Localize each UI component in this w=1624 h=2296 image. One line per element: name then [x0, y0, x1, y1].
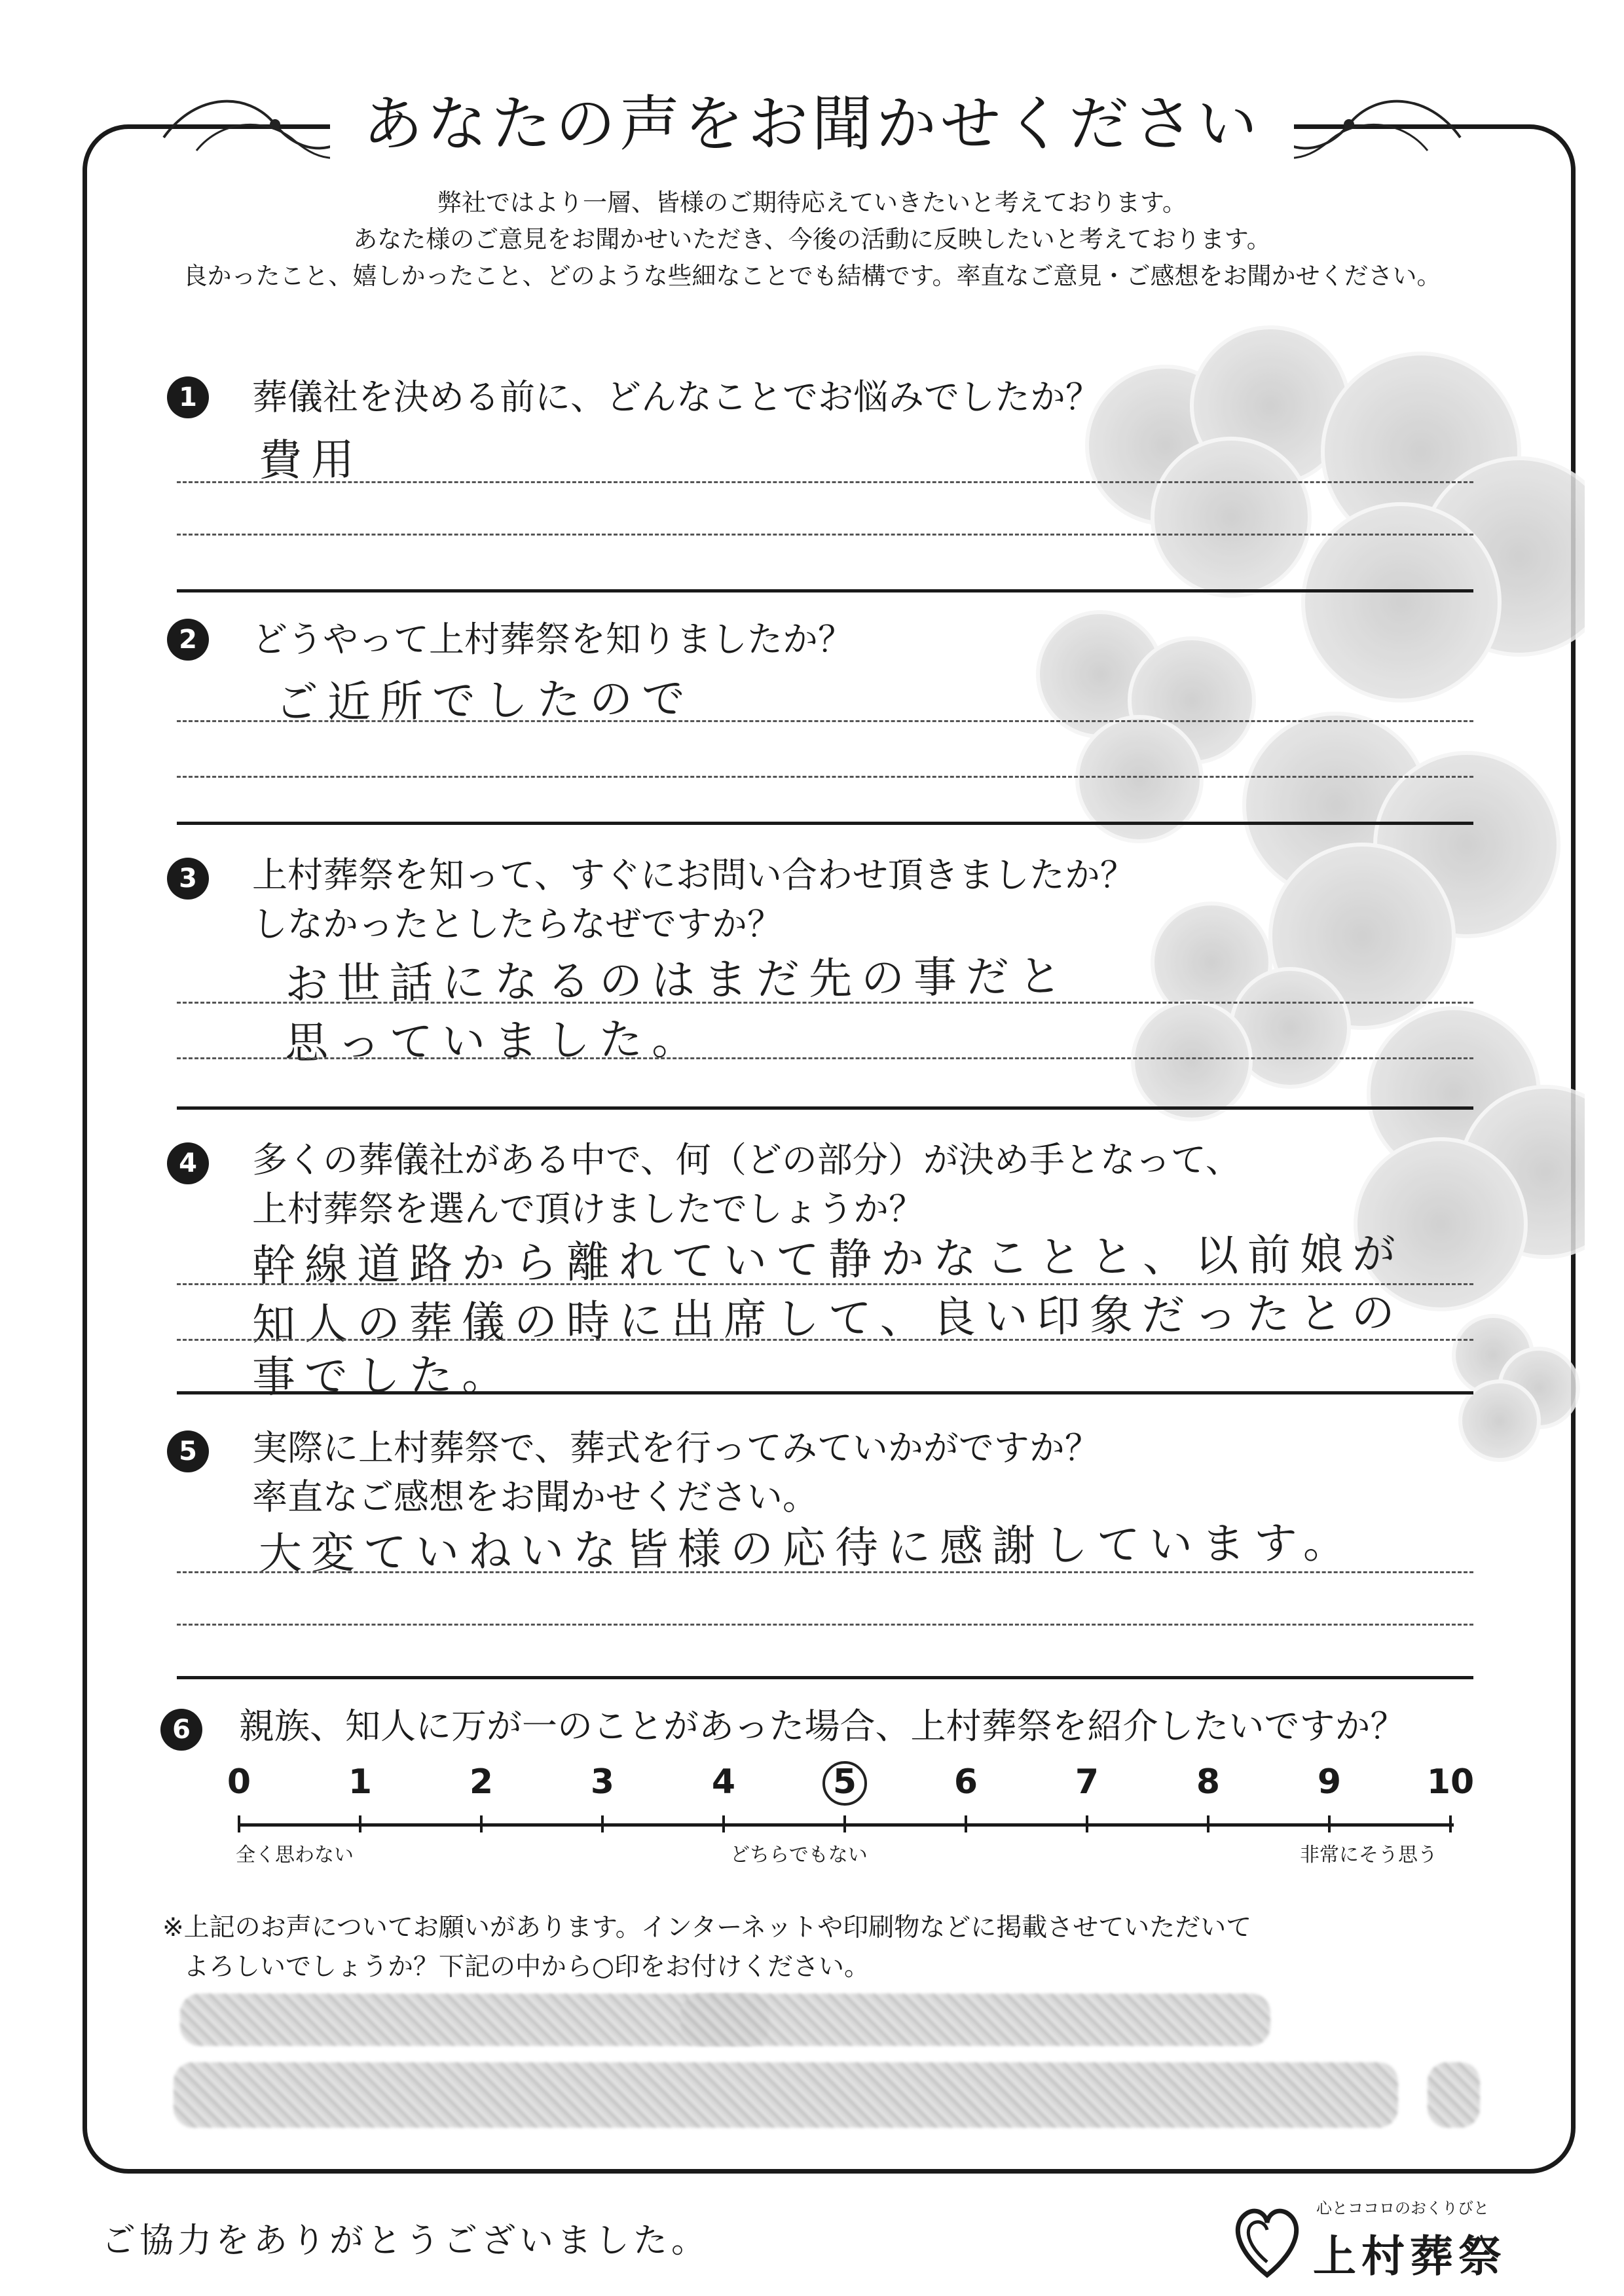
scale-tick-label[interactable]: 3: [590, 1762, 615, 1802]
handwritten-answer: ご近所でしたので: [274, 673, 695, 728]
rating-scale-axis: [239, 1823, 1454, 1827]
answer-line: [177, 720, 1473, 722]
scale-tick: [722, 1815, 725, 1832]
intro-line: 弊社ではより一層、皆様のご期待応えていきたいと考えております。: [437, 189, 1187, 217]
answer-line: [177, 1571, 1473, 1573]
redacted-area: [681, 1994, 1270, 2046]
question-text: しなかったとしたらなぜですか？: [252, 903, 783, 945]
scale-tick: [238, 1815, 240, 1832]
scale-low-label: 全く思わない: [236, 1844, 354, 1867]
handwritten-answer: 知人の葬儀の時に出席して、良い印象だったとの: [251, 1287, 1405, 1350]
answer-line: [177, 534, 1473, 536]
scale-tick: [1449, 1815, 1452, 1832]
intro-text: [118, 185, 1506, 295]
handwritten-answer: お世話になるのはまだ先の事だと: [284, 951, 1071, 1010]
selected-rating-circle: [822, 1761, 867, 1806]
answer-line: [177, 1624, 1473, 1626]
question-text: 率直なご感想をお聞かせください。: [252, 1476, 818, 1518]
question-number: 6: [160, 1709, 202, 1751]
scale-tick-label[interactable]: 4: [711, 1762, 736, 1802]
section-divider: [177, 1676, 1473, 1679]
scale-tick-label[interactable]: 2: [469, 1762, 494, 1802]
handwritten-answer: 大変ていねいな皆様の応待に感謝しています。: [258, 1517, 1356, 1579]
scale-tick-label[interactable]: 5: [832, 1762, 857, 1802]
scale-tick-label[interactable]: 1: [348, 1762, 373, 1802]
page-title: あなたの声をお聞かせください: [330, 79, 1294, 170]
handwritten-answer: 幹線道路から離れていて静かなことと、以前娘が: [251, 1228, 1405, 1291]
publication-note: ※上記のお声についてお願いがあります。インターネットや印刷物などに掲載させていただいて: [162, 1913, 1252, 1942]
scale-mid-label: どちらでもない: [730, 1844, 868, 1867]
section-divider: [177, 822, 1473, 825]
redacted-area: [174, 2062, 1398, 2128]
question-text: 上村葬祭を知って、すぐにお問い合わせ頂きましたか？: [252, 854, 1135, 896]
section-divider: [177, 1106, 1473, 1110]
scale-tick-label[interactable]: 8: [1196, 1762, 1221, 1802]
question-number: 4: [167, 1142, 209, 1184]
answer-line: [177, 776, 1473, 778]
scale-tick-label[interactable]: 6: [953, 1762, 978, 1802]
section-divider: [177, 589, 1473, 592]
heart-logo-icon: [1228, 2193, 1306, 2285]
publication-note: よろしいでしょうか？下記の中から○印をお付けください。: [183, 1952, 870, 1982]
handwritten-answer: 事でした。: [251, 1349, 515, 1402]
scale-high-label: 非常にそう思う: [1300, 1844, 1437, 1867]
scale-tick: [1328, 1815, 1331, 1832]
question-text: 多くの葬儀社がある中で、何（どの部分）が決め手となって、: [252, 1139, 1241, 1180]
section-divider: [177, 1391, 1473, 1394]
logo-tagline: 心とココロのおくりびと: [1316, 2199, 1489, 2217]
title-area: [0, 79, 1624, 170]
redacted-area: [1428, 2062, 1480, 2128]
answer-line: [177, 1002, 1473, 1004]
question-number: 2: [167, 619, 209, 661]
logo-name: 上村葬祭: [1313, 2231, 1507, 2282]
scale-tick: [965, 1815, 967, 1832]
question-text: どうやって上村葬祭を知りましたか？: [252, 619, 853, 660]
scale-tick: [1086, 1815, 1088, 1832]
scale-tick-label[interactable]: 10: [1426, 1762, 1475, 1802]
scale-tick: [843, 1815, 846, 1832]
question-number: 3: [167, 858, 209, 900]
scale-tick: [601, 1815, 604, 1832]
thank-you-message: ご協力をありがとうございました。: [101, 2221, 710, 2261]
handwritten-answer: 思っていました。: [284, 1013, 705, 1068]
question-text: 上村葬祭を選んで頂けましたでしょうか？: [252, 1188, 924, 1230]
question-text: 葬儀社を決める前に、どんなことでお悩みでしたか？: [252, 376, 1101, 418]
answer-line: [177, 1057, 1473, 1059]
scale-tick: [359, 1815, 361, 1832]
handwritten-answer: 費用: [258, 434, 364, 486]
scale-tick: [480, 1815, 483, 1832]
scale-tick: [1207, 1815, 1209, 1832]
question-text: 実際に上村葬祭で、葬式を行ってみていかがですか？: [252, 1427, 1100, 1468]
company-logo: [1228, 2190, 1536, 2288]
intro-line: 良かったこと、嬉しかったこと、どのような些細なことでも結構です。率直なご意見・ご感想をお聞かせください。: [183, 262, 1441, 290]
question-text: 親族、知人に万が一のことがあった場合、上村葬祭を紹介したいですか？: [239, 1705, 1406, 1747]
scale-tick-label[interactable]: 9: [1317, 1762, 1342, 1802]
scale-tick-label[interactable]: 0: [227, 1762, 251, 1802]
intro-line: あなた様のご意見をお聞かせいただき、今後の活動に反映したいと考えております。: [353, 225, 1271, 253]
question-number: 5: [167, 1430, 209, 1472]
question-number: 1: [167, 376, 209, 418]
answer-line: [177, 481, 1473, 483]
scale-tick-label[interactable]: 7: [1075, 1762, 1099, 1802]
